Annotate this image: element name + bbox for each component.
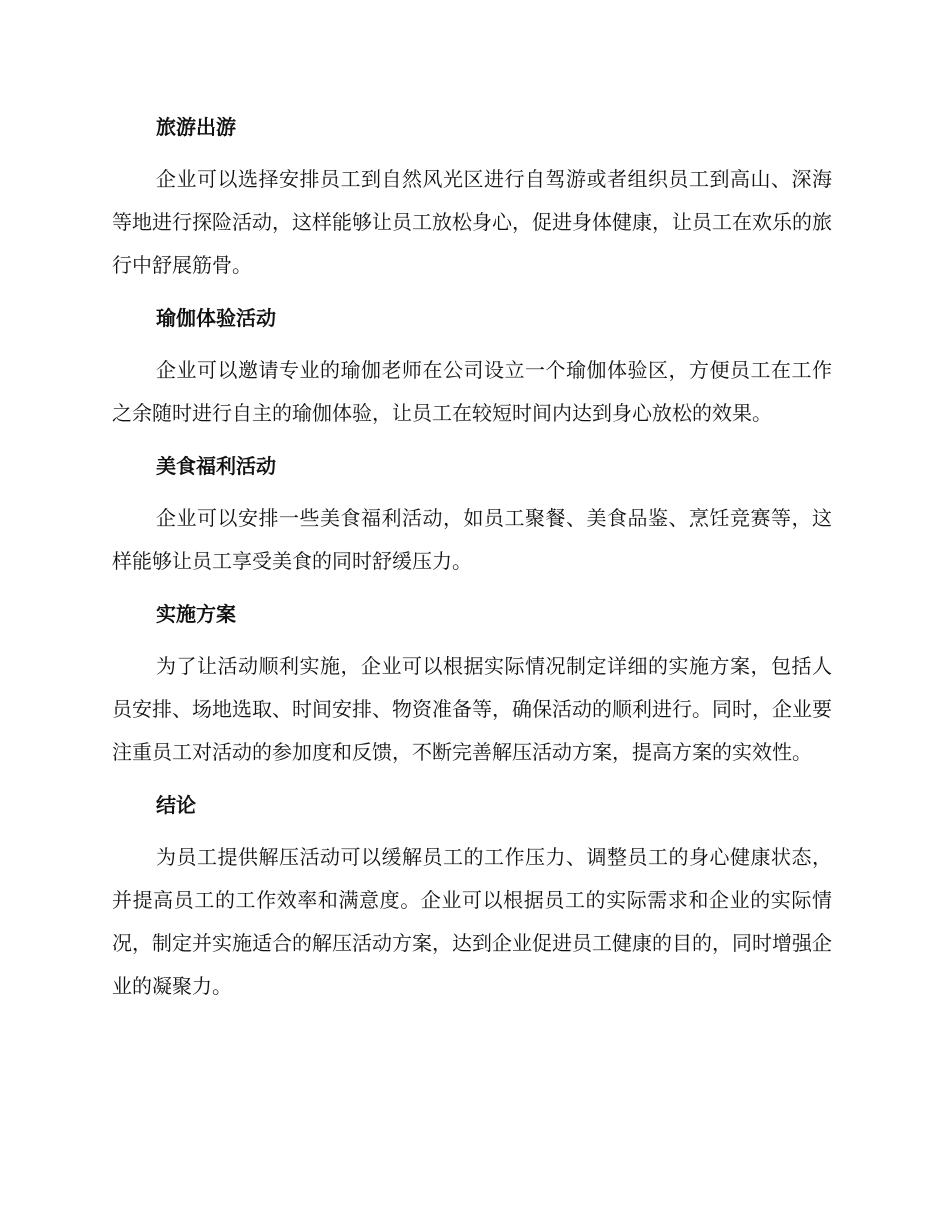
heading-implementation: 实施方案: [156, 602, 236, 626]
paragraph-food: 企业可以安排一些美食福利活动，如员工聚餐、美食品鉴、烹饪竞赛等，这样能够让员工享受美食的同时舒缓压力。: [112, 506, 832, 573]
paragraph-implementation: 为了让活动顺利实施，企业可以根据实际情况制定详细的实施方案，包括人员安排、场地选取、时间安排、物资准备等，确保活动的顺利进行。同时，企业要注重员工对活动的参加度和反馈，不断完善解压活动方案，提高方案的实效性。: [112, 654, 832, 764]
document-body: [112, 108, 832, 1020]
paragraph-travel: 企业可以选择安排员工到自然风光区进行自驾游或者组织员工到高山、深海等地进行探险活动，这样能够让员工放松身心，促进身体健康，让员工在欢乐的旅行中舒展筋骨。: [112, 167, 832, 277]
paragraph-yoga: 企业可以邀请专业的瑜伽老师在公司设立一个瑜伽体验区，方便员工在工作之余随时进行自主的瑜伽体验，让员工在较短时间内达到身心放松的效果。: [112, 358, 832, 425]
heading-food: 美食福利活动: [156, 454, 276, 478]
heading-yoga: 瑜伽体验活动: [156, 306, 276, 330]
paragraph-conclusion: 为员工提供解压活动可以缓解员工的工作压力、调整员工的身心健康状态，并提高员工的工作效率和满意度。企业可以根据员工的实际需求和企业的实际情况，制定并实施适合的解压活动方案，达到企业促进员工健康的目的，同时增强企业的凝聚力。: [112, 845, 832, 998]
heading-conclusion: 结论: [156, 793, 196, 817]
heading-travel: 旅游出游: [156, 115, 236, 139]
